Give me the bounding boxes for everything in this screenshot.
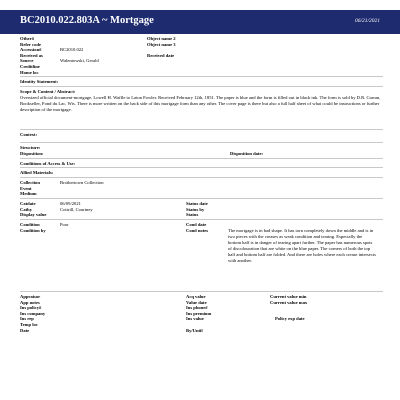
source-value: Walentowski, Gerald bbox=[60, 58, 99, 64]
policy-exp-date-label: Policy exp date bbox=[275, 316, 305, 322]
event-label: Event bbox=[20, 185, 32, 191]
divider bbox=[20, 86, 383, 87]
divider bbox=[20, 291, 383, 292]
identity-statement-label: Identity Statement: bbox=[20, 79, 59, 85]
cond-notes-label: Cond notes bbox=[186, 227, 209, 233]
current-value-min-label: Current value min bbox=[270, 293, 307, 299]
received-as-label: Received as bbox=[20, 52, 43, 58]
divider bbox=[20, 158, 383, 159]
record-title: BC2010.022.803A ~ Mortgage bbox=[20, 15, 154, 26]
record-body bbox=[20, 36, 383, 333]
appraisor-label: Appraisor bbox=[20, 293, 41, 299]
temp-loc-label: Temp loc bbox=[20, 321, 38, 327]
disposition-label: Disposition: bbox=[20, 150, 44, 156]
field-row bbox=[20, 161, 383, 167]
field-row bbox=[20, 132, 383, 138]
collection-value: Brothertown Collection bbox=[60, 180, 104, 186]
condition-value: Poor bbox=[60, 222, 69, 228]
field-row bbox=[20, 79, 383, 85]
catdate-label: Catdate bbox=[20, 201, 36, 207]
condition-label: Condition bbox=[20, 222, 40, 228]
object-name-2-label: Object name 2 bbox=[147, 36, 176, 41]
field-row bbox=[20, 191, 383, 197]
cond-notes-value: The mortgage is in bad shape. It has torn completely down the middle and is in two pieces with the creases as weak condition and tearing. Especially the bottom half is in danger of tearing apart further. The paper has numerous spots of discolouration that are white on the blue paper. The corners of both the top half and bottom half are folded. And there are holes where each crease intersects with another. bbox=[228, 227, 376, 264]
status-label: Status bbox=[186, 212, 199, 218]
context-label: Context: bbox=[20, 131, 38, 137]
record-header bbox=[0, 10, 400, 34]
ins-rep-label: Ins rep bbox=[20, 316, 34, 322]
print-date: 06/21/2021 bbox=[354, 18, 380, 24]
status-by-label: Status by bbox=[186, 206, 205, 212]
divider bbox=[20, 167, 383, 168]
divider bbox=[20, 177, 383, 178]
field-row bbox=[20, 70, 383, 76]
divider bbox=[20, 129, 383, 130]
allied-materials-label: Allied Materials: bbox=[20, 170, 54, 176]
structure-label: Structure: bbox=[20, 145, 41, 151]
accession-label: Accession# bbox=[20, 47, 42, 53]
field-row bbox=[20, 170, 383, 176]
conditions-access-label: Conditions of Access & Use: bbox=[20, 160, 76, 166]
ins-value-label: Ins value bbox=[186, 316, 204, 322]
disposition-date-label: Disposition date: bbox=[230, 150, 264, 156]
by-until-label: By/Until bbox=[186, 327, 203, 333]
field-row bbox=[20, 228, 383, 290]
current-value-max-label: Current value max bbox=[270, 299, 308, 305]
source-label: Source bbox=[20, 58, 34, 64]
creditline-label: Creditline bbox=[20, 63, 40, 69]
divider bbox=[20, 219, 383, 220]
object-name-3-label: Object name 3 bbox=[147, 41, 176, 47]
other-number-label: Other# bbox=[20, 36, 35, 41]
field-row bbox=[20, 328, 383, 334]
app-notes-label: App notes bbox=[20, 299, 40, 305]
collection-label: Collection bbox=[20, 180, 40, 186]
cond-date-label: Cond date bbox=[186, 222, 207, 228]
date-label: Date bbox=[20, 327, 30, 333]
value-date-label: Value date bbox=[186, 299, 207, 305]
catby-label: Catby bbox=[20, 206, 32, 212]
catdate-value: 06/09/2021 bbox=[60, 201, 81, 207]
received-date-label: Received date bbox=[147, 52, 175, 58]
ins-policy-label: Ins policy# bbox=[20, 305, 42, 311]
scope-text: Oversized official document-mortgage, Lowell H. Waffle to Laton Fowler. Received February 12th, 1851. The paper is blue and the form is filled out in black ink. The form is sold by D.R. Curran, Bookseller, Fond du Lac, Wis. There is more written on the back side of this mortgage form than any other. The cover page is there but also a full half sheet of what could be instructions or further description of the mortgage. bbox=[20, 95, 381, 113]
divider bbox=[20, 142, 383, 143]
refer-code-label: Refer code bbox=[20, 41, 41, 47]
medium-label: Medium bbox=[20, 191, 37, 197]
status-date-label: Status date bbox=[186, 201, 208, 207]
divider bbox=[20, 76, 383, 77]
accession-value: BC2010.022 bbox=[60, 47, 84, 53]
ins-premium-label: Ins premium bbox=[186, 310, 212, 316]
ins-company-label: Ins company bbox=[20, 310, 46, 316]
home-loc-label: Home loc bbox=[20, 69, 39, 75]
field-row bbox=[20, 212, 383, 218]
acq-value-label: Acq value bbox=[186, 293, 206, 299]
scope-label: Scope & Content / Abstract: bbox=[20, 89, 76, 95]
condition-by-label: Condition by bbox=[20, 227, 46, 233]
ins-phone-label: Ins phone# bbox=[186, 305, 208, 311]
divider bbox=[20, 198, 383, 199]
display-value-label: Display value bbox=[20, 212, 47, 218]
catby-value: Cottrill, Courtney bbox=[60, 206, 93, 212]
field-row bbox=[20, 151, 383, 157]
